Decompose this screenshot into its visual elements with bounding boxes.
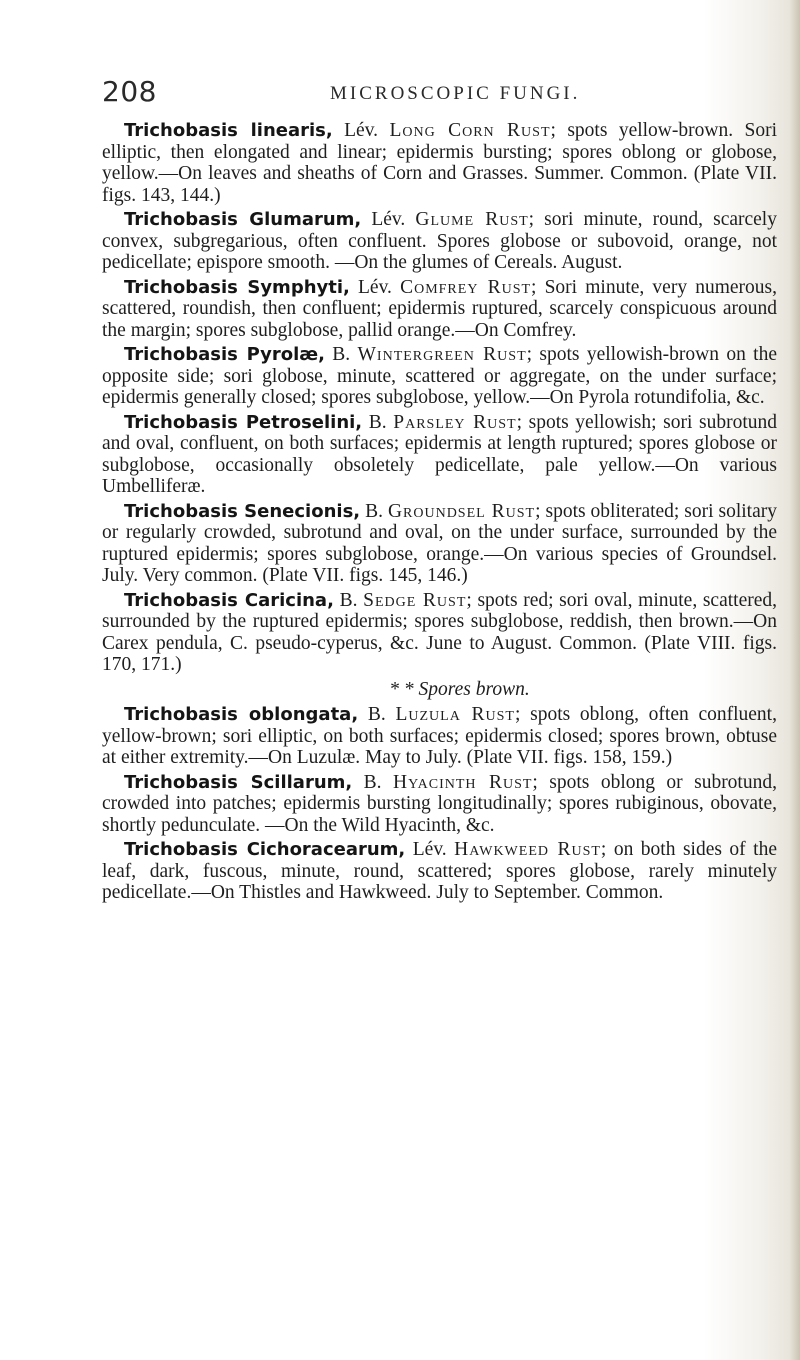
species-name: Trichobasis oblongata, <box>124 704 359 725</box>
running-title: MICROSCOPIC FUNGI. <box>330 83 581 104</box>
species-authority: Lév. <box>332 120 390 141</box>
species-description: ; spots yellow-brown. Sori elliptic, then elongated and linear; epidermis bursting; spores oblong or globose, yellow.—On leaves and sheaths of Corn and Grasses. Summer. Common. (Plate VII. figs. 143, 144.) <box>102 120 777 206</box>
species-name: Trichobasis Scillarum, <box>124 771 353 793</box>
species-description: ; spots yellowish-brown on the opposite side; sori globose, minute, scattered or aggregate, on the under surface; epidermis generally closed; spores subglobose, yellow.—On Pyrola rotundifolia, &c. <box>102 344 777 408</box>
species-name: Trichobasis Symphyti, <box>124 276 350 298</box>
species-description: ; spots obliterated; sori solitary or regularly crowded, subrotund and oval, on the under surface, surrounded by the ruptured epidermis; spores subglobose, orange.—On various species of Groundsel. July. Very common. (Plate VII. figs. 145, 146.) <box>102 500 777 586</box>
page-body <box>102 120 777 907</box>
species-authority: B. <box>324 344 358 365</box>
species-authority: Lév. <box>361 209 416 230</box>
section-subheading: * * Spores brown. <box>389 678 530 700</box>
common-name: Long Corn Rust <box>389 120 551 141</box>
common-name: Groundsel Rust <box>387 500 536 522</box>
common-name: Hyacinth Rust <box>393 771 533 793</box>
species-name: Trichobasis Petroselini, <box>124 411 363 433</box>
species-description: ; spots oblong, often confluent, yellow-brown; sori elliptic, on both surfaces; epidermis closed; spores brown, obtuse at either extremity.—On Luzulæ. May to July. (Plate VII. figs. 158, 159.) <box>102 704 777 768</box>
species-description: ; spots red; sori oval, minute, scattered, surrounded by the ruptured epidermis; spores subglobose, reddish, then brown.—On Carex pendula, C. pseudo-cyperus, &c. June to August. Common. (Plate VIII. figs. 170, 171.) <box>102 589 778 675</box>
species-entry <box>102 344 777 409</box>
common-name: Hawkweed Rust <box>454 839 601 860</box>
page-edge-shadow <box>790 0 800 1360</box>
species-description: ; spots oblong or subrotund, crowded into patches; epidermis bursting longitudinally; spores rubiginous, obovate, shortly pedunculate. —On the Wild Hyacinth, &c. <box>102 771 777 836</box>
species-entry <box>102 590 777 676</box>
species-entry <box>102 501 777 587</box>
common-name: Luzula Rust <box>395 704 515 725</box>
species-description: ; spots yellowish; sori subrotund and oval, confluent, on both surfaces; epidermis at length ruptured; spores globose or subglobose, occasionally obsoletely pedicellate, pale yellow.—On various Umbelliferæ. <box>102 411 777 497</box>
species-name: Trichobasis Senecionis, <box>124 500 361 522</box>
species-description: ; sori minute, round, scarcely convex, subgregarious, often confluent. Spores globose or subovoid, orange, not pedicellate; epispore smooth. —On the glumes of Cereals. August. <box>102 209 777 273</box>
species-name: Trichobasis linearis, <box>124 120 333 141</box>
species-authority: Lév. <box>405 839 455 860</box>
species-authority: Lév. <box>349 276 401 298</box>
species-name: Trichobasis Caricina, <box>124 589 334 611</box>
species-entry <box>102 277 777 342</box>
species-description: ; on both sides of the leaf, dark, fuscous, minute, round, scattered; spores globose, rarely minutely pedicellate.—On Thistles and Hawkweed. July to September. Common. <box>102 839 777 903</box>
species-authority: B. <box>360 500 388 522</box>
common-name: Sedge Rust <box>363 589 467 611</box>
page-number: 208 <box>102 75 157 108</box>
species-entry <box>102 120 777 206</box>
common-name: Glume Rust <box>415 209 529 230</box>
species-name: Trichobasis Cichoracearum, <box>124 839 406 860</box>
species-authority: B. <box>333 589 364 611</box>
species-name: Trichobasis Glumarum, <box>124 209 362 230</box>
common-name: Parsley Rust <box>393 411 517 433</box>
common-name: Comfrey Rust <box>400 276 532 298</box>
common-name: Wintergreen Rust <box>357 344 527 365</box>
species-description: ; Sori minute, very numerous, scattered, roundish, then confluent; epidermis ruptured, scarcely conspicuous around the margin; spores subglobose, pallid orange.—On Comfrey. <box>102 276 777 341</box>
species-entry <box>102 209 777 274</box>
species-entry <box>102 772 777 837</box>
species-authority: B. <box>358 704 396 725</box>
species-entry <box>102 704 777 769</box>
species-entry <box>102 839 777 904</box>
species-authority: B. <box>352 771 393 793</box>
page-header <box>102 75 782 115</box>
species-authority: B. <box>362 411 394 433</box>
species-entry <box>102 412 777 498</box>
species-name: Trichobasis Pyrolæ, <box>124 344 325 365</box>
